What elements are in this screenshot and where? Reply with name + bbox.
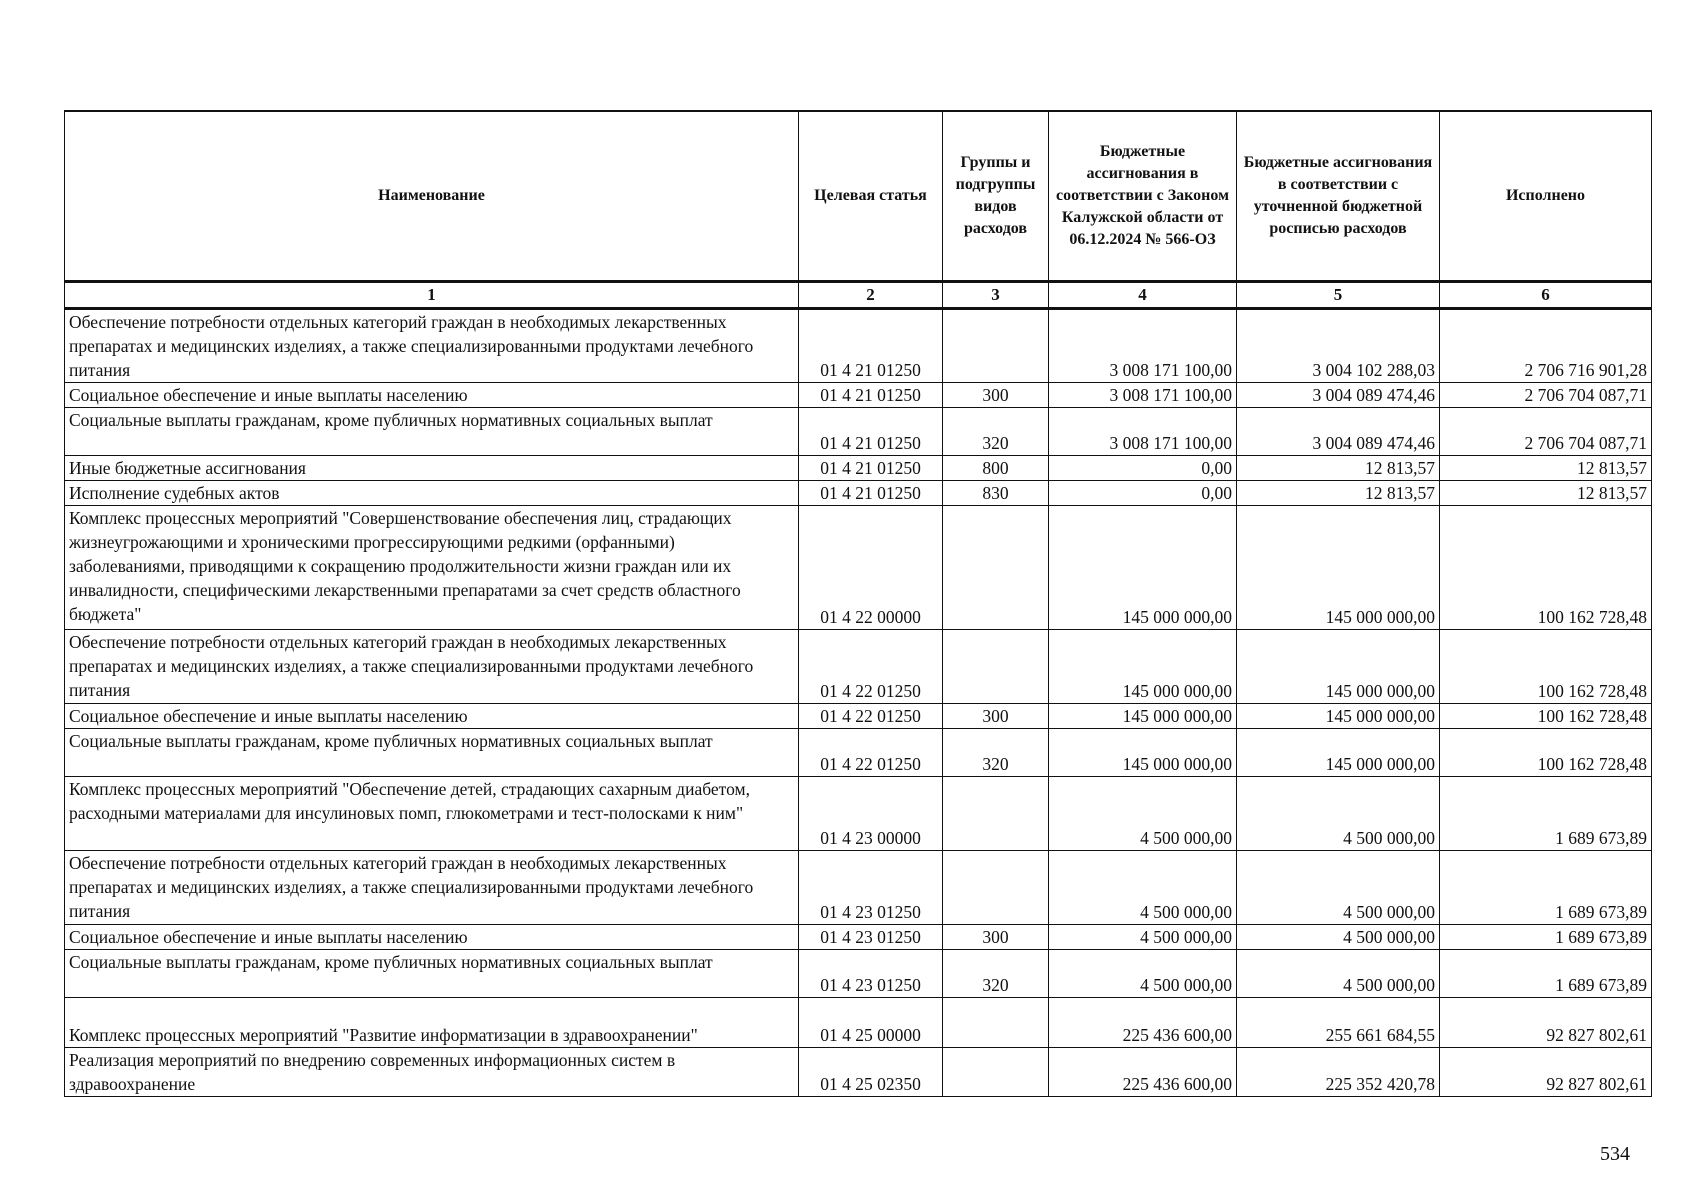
row-plan-amount: 4 500 000,00: [1237, 950, 1440, 998]
row-plan-amount: 12 813,57: [1237, 456, 1440, 481]
table-row: [65, 630, 1652, 704]
row-executed-amount: 1 689 673,89: [1440, 851, 1652, 925]
row-expense-group: [943, 630, 1049, 704]
table-row: [65, 777, 1652, 851]
row-expense-group: 800: [943, 456, 1049, 481]
row-law-amount: 145 000 000,00: [1049, 506, 1237, 630]
row-name: Комплекс процессных мероприятий "Обеспечение детей, страдающих сахарным диабетом, расходными материалами для инсулиновых помп, глюкометрами и тест-полосками к ним": [65, 777, 799, 851]
row-plan-amount: 3 004 089 474,46: [1237, 408, 1440, 456]
row-law-amount: 145 000 000,00: [1049, 704, 1237, 729]
row-target-article: 01 4 22 00000: [799, 506, 943, 630]
row-executed-amount: 100 162 728,48: [1440, 506, 1652, 630]
table-row: [65, 851, 1652, 925]
row-plan-amount: 225 352 420,78: [1237, 1048, 1440, 1097]
row-name: Обеспечение потребности отдельных категорий граждан в необходимых лекарственных препаратах и медицинских изделиях, а также специализированными продуктами лечебного питания: [65, 309, 799, 383]
row-target-article: 01 4 21 01250: [799, 481, 943, 506]
header-row: [65, 111, 1652, 282]
row-plan-amount: 255 661 684,55: [1237, 998, 1440, 1048]
row-law-amount: 3 008 171 100,00: [1049, 383, 1237, 408]
row-executed-amount: 2 706 716 901,28: [1440, 309, 1652, 383]
row-executed-amount: 2 706 704 087,71: [1440, 408, 1652, 456]
row-target-article: 01 4 23 01250: [799, 851, 943, 925]
row-law-amount: 225 436 600,00: [1049, 1048, 1237, 1097]
row-executed-amount: 1 689 673,89: [1440, 777, 1652, 851]
table-row: [65, 729, 1652, 777]
row-target-article: 01 4 21 01250: [799, 309, 943, 383]
row-plan-amount: 4 500 000,00: [1237, 851, 1440, 925]
table-row: [65, 408, 1652, 456]
row-law-amount: 4 500 000,00: [1049, 777, 1237, 851]
header-name: Наименование: [65, 111, 799, 282]
table-row: [65, 309, 1652, 383]
row-expense-group: [943, 506, 1049, 630]
table-row: [65, 925, 1652, 950]
table-row: [65, 704, 1652, 729]
table-row: [65, 950, 1652, 998]
row-law-amount: 3 008 171 100,00: [1049, 309, 1237, 383]
row-plan-amount: 4 500 000,00: [1237, 777, 1440, 851]
row-executed-amount: 100 162 728,48: [1440, 729, 1652, 777]
row-expense-group: 830: [943, 481, 1049, 506]
row-law-amount: 0,00: [1049, 481, 1237, 506]
row-plan-amount: 3 004 102 288,03: [1237, 309, 1440, 383]
row-plan-amount: 145 000 000,00: [1237, 630, 1440, 704]
column-number: 5: [1237, 282, 1440, 309]
row-name: Комплекс процессных мероприятий "Развитие информатизации в здравоохранении": [65, 998, 799, 1048]
row-executed-amount: 2 706 704 087,71: [1440, 383, 1652, 408]
row-law-amount: 0,00: [1049, 456, 1237, 481]
row-target-article: 01 4 23 01250: [799, 950, 943, 998]
row-expense-group: 300: [943, 704, 1049, 729]
row-law-amount: 4 500 000,00: [1049, 925, 1237, 950]
row-name: Социальные выплаты гражданам, кроме публичных нормативных социальных выплат: [65, 729, 799, 777]
column-number: 2: [799, 282, 943, 309]
column-number: 3: [943, 282, 1049, 309]
header-law-allocations: Бюджетные ассигнования в соответствии с Законом Калужской области от 06.12.2024 № 566-ОЗ: [1049, 111, 1237, 282]
row-name: Социальные выплаты гражданам, кроме публичных нормативных социальных выплат: [65, 950, 799, 998]
row-expense-group: [943, 777, 1049, 851]
row-executed-amount: 12 813,57: [1440, 481, 1652, 506]
row-expense-group: 320: [943, 729, 1049, 777]
row-target-article: 01 4 22 01250: [799, 729, 943, 777]
row-name: Социальное обеспечение и иные выплаты населению: [65, 704, 799, 729]
row-name: Обеспечение потребности отдельных категорий граждан в необходимых лекарственных препаратах и медицинских изделиях, а также специализированными продуктами лечебного питания: [65, 851, 799, 925]
table-row: [65, 456, 1652, 481]
row-target-article: 01 4 22 01250: [799, 704, 943, 729]
row-plan-amount: 145 000 000,00: [1237, 506, 1440, 630]
page-number: 534: [1600, 1143, 1630, 1165]
row-name: Обеспечение потребности отдельных категорий граждан в необходимых лекарственных препаратах и медицинских изделиях, а также специализированными продуктами лечебного питания: [65, 630, 799, 704]
row-name: Социальное обеспечение и иные выплаты населению: [65, 925, 799, 950]
header-executed: Исполнено: [1440, 111, 1652, 282]
table-row: [65, 998, 1652, 1048]
row-target-article: 01 4 23 01250: [799, 925, 943, 950]
row-executed-amount: 1 689 673,89: [1440, 925, 1652, 950]
row-executed-amount: 1 689 673,89: [1440, 950, 1652, 998]
row-expense-group: [943, 851, 1049, 925]
row-plan-amount: 3 004 089 474,46: [1237, 383, 1440, 408]
column-number: 4: [1049, 282, 1237, 309]
row-law-amount: 145 000 000,00: [1049, 630, 1237, 704]
row-name: Комплекс процессных мероприятий "Совершенствование обеспечения лиц, страдающих жизнеугрожающими и хроническими прогрессирующими редкими (орфанными) заболеваниями, приводящими к сокращению продолжительности жизни граждан или их инвалидности, специфическими лекарственными препаратами за счет средств областного бюджета": [65, 506, 799, 630]
row-target-article: 01 4 21 01250: [799, 456, 943, 481]
row-name: Социальные выплаты гражданам, кроме публичных нормативных социальных выплат: [65, 408, 799, 456]
row-law-amount: 4 500 000,00: [1049, 950, 1237, 998]
row-plan-amount: 145 000 000,00: [1237, 704, 1440, 729]
table-row: [65, 506, 1652, 630]
row-law-amount: 225 436 600,00: [1049, 998, 1237, 1048]
column-number-row: [65, 282, 1652, 309]
row-expense-group: 300: [943, 383, 1049, 408]
row-expense-group: [943, 998, 1049, 1048]
row-plan-amount: 145 000 000,00: [1237, 729, 1440, 777]
row-plan-amount: 12 813,57: [1237, 481, 1440, 506]
row-name: Иные бюджетные ассигнования: [65, 456, 799, 481]
row-expense-group: 300: [943, 925, 1049, 950]
header-target-article: Целевая статья: [799, 111, 943, 282]
row-law-amount: 4 500 000,00: [1049, 851, 1237, 925]
row-name: Исполнение судебных актов: [65, 481, 799, 506]
row-name: Социальное обеспечение и иные выплаты населению: [65, 383, 799, 408]
row-executed-amount: 12 813,57: [1440, 456, 1652, 481]
table-row: [65, 481, 1652, 506]
row-target-article: 01 4 25 02350: [799, 1048, 943, 1097]
row-plan-amount: 4 500 000,00: [1237, 925, 1440, 950]
row-target-article: 01 4 21 01250: [799, 383, 943, 408]
table-row: [65, 1048, 1652, 1097]
row-target-article: 01 4 21 01250: [799, 408, 943, 456]
row-target-article: 01 4 23 00000: [799, 777, 943, 851]
header-refined-allocations: Бюджетные ассигнования в соответствии с уточненной бюджетной росписью расходов: [1237, 111, 1440, 282]
row-name: Реализация мероприятий по внедрению современных информационных систем в здравоохранение: [65, 1048, 799, 1097]
row-target-article: 01 4 22 01250: [799, 630, 943, 704]
row-law-amount: 3 008 171 100,00: [1049, 408, 1237, 456]
row-expense-group: [943, 1048, 1049, 1097]
column-number: 1: [65, 282, 799, 309]
row-executed-amount: 92 827 802,61: [1440, 1048, 1652, 1097]
row-expense-group: 320: [943, 950, 1049, 998]
table-row: [65, 383, 1652, 408]
budget-table: [64, 110, 1652, 1097]
column-number: 6: [1440, 282, 1652, 309]
header-expense-groups: Группы и подгруппы видов расходов: [943, 111, 1049, 282]
row-executed-amount: 92 827 802,61: [1440, 998, 1652, 1048]
row-law-amount: 145 000 000,00: [1049, 729, 1237, 777]
row-executed-amount: 100 162 728,48: [1440, 630, 1652, 704]
row-executed-amount: 100 162 728,48: [1440, 704, 1652, 729]
row-expense-group: 320: [943, 408, 1049, 456]
row-expense-group: [943, 309, 1049, 383]
row-target-article: 01 4 25 00000: [799, 998, 943, 1048]
